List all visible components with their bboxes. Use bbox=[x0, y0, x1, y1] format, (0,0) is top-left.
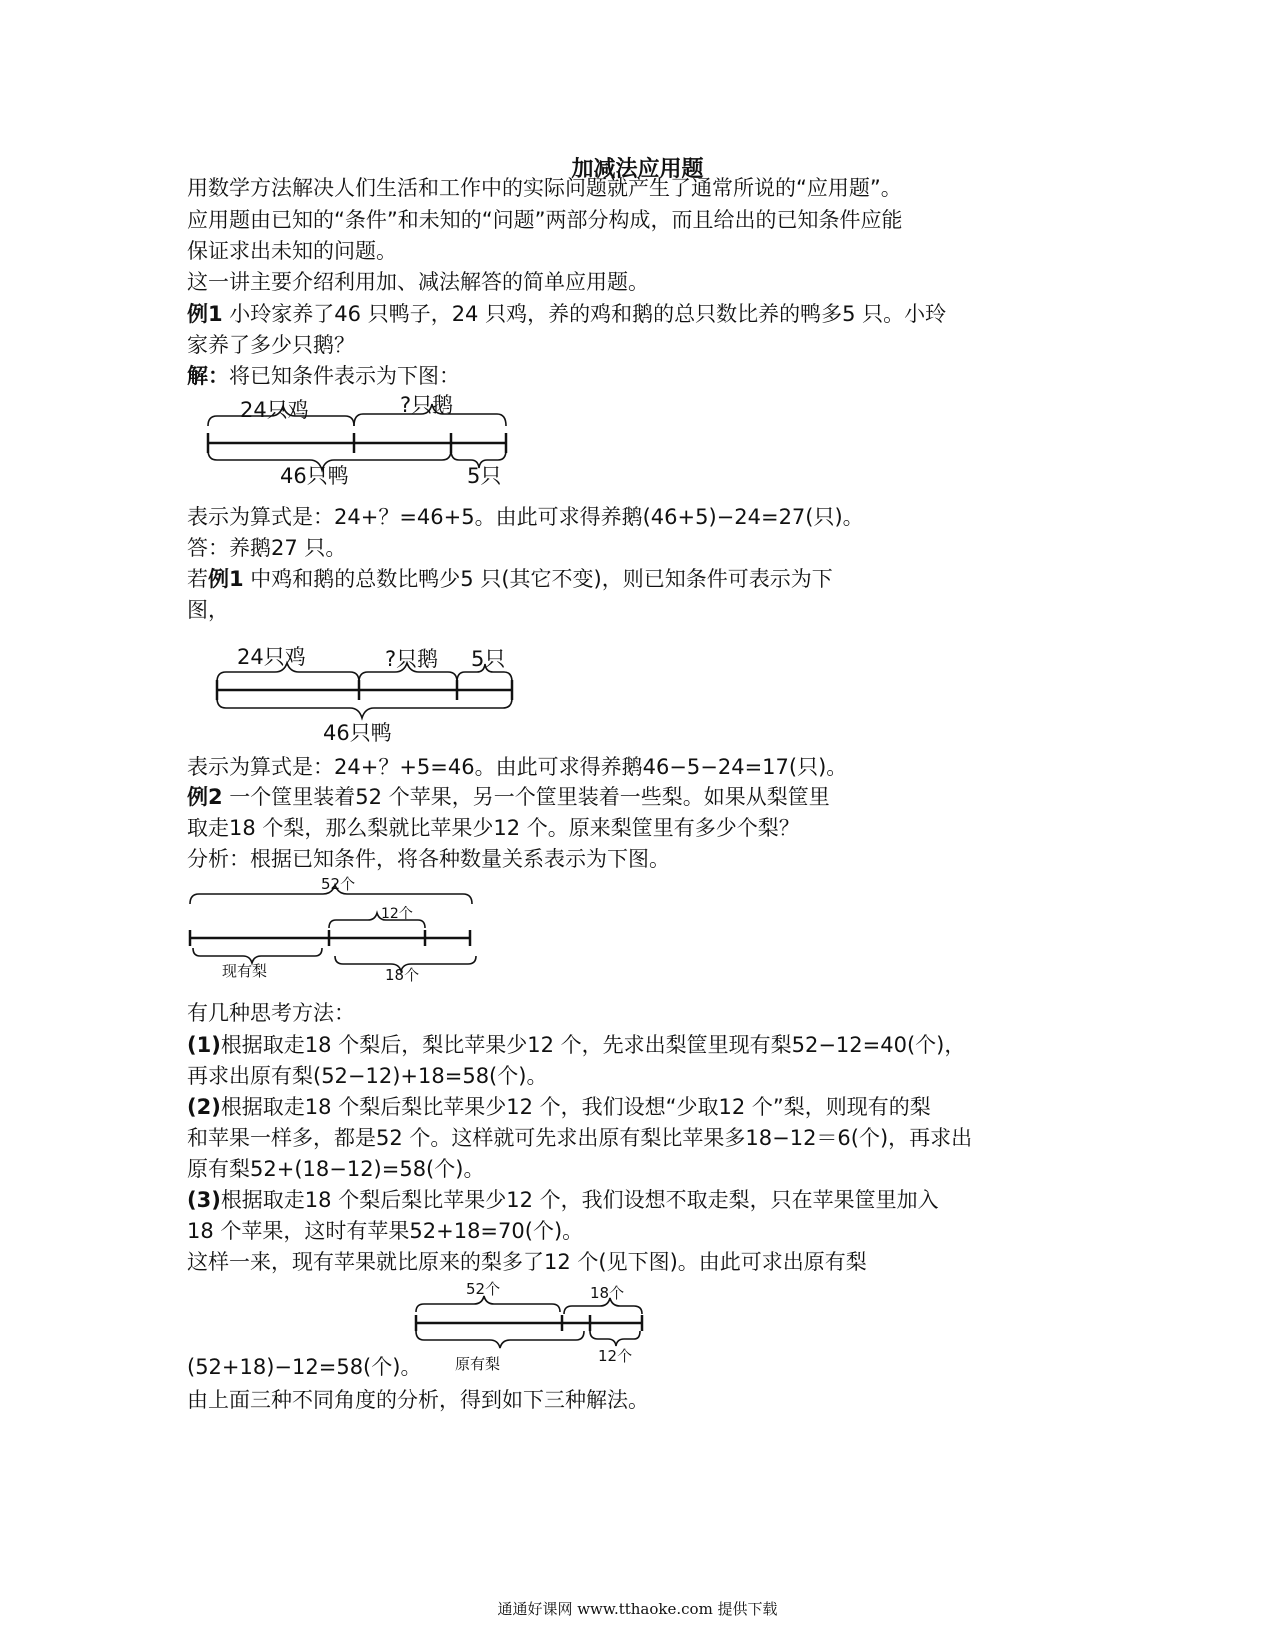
variant-line-2: 图， bbox=[187, 598, 229, 622]
label-added: 18个 bbox=[590, 1284, 625, 1302]
label-current-pears: 现有梨 bbox=[222, 962, 268, 980]
variant-text: 中鸡和鹅的总数比鸭少5 只(其它不变)，则已知条件可表示为下 bbox=[243, 567, 833, 591]
label-geese: ?只鹅 bbox=[385, 647, 439, 671]
label-apples: 52个 bbox=[466, 1280, 501, 1298]
label-extra: 5只 bbox=[471, 647, 506, 671]
method2-line-2: 和苹果一样多，都是52 个。这样就可先求出原有梨比苹果多18−12＝6(个)，再求出 bbox=[187, 1126, 973, 1150]
method1-line-1 bbox=[187, 1030, 965, 1060]
label-chickens: 24只鸡 bbox=[237, 645, 306, 669]
example1-label: 例1 bbox=[187, 302, 223, 326]
formula-2: 表示为算式是：24+？+5=46。由此可求得养鹅46−5−24=17(只)。 bbox=[187, 755, 848, 779]
solution-line bbox=[187, 361, 460, 391]
example1-line-1 bbox=[187, 299, 946, 329]
variant-line-1 bbox=[187, 564, 833, 594]
method2-line-1 bbox=[187, 1092, 931, 1122]
label-geese: ?只鹅 bbox=[400, 393, 454, 417]
label-ducks: 46只鸭 bbox=[323, 721, 392, 745]
label-ducks: 46只鸭 bbox=[280, 464, 349, 488]
method3-line-4: (52+18)−12=58(个)。 bbox=[187, 1355, 422, 1379]
label-taken: 18个 bbox=[385, 966, 420, 984]
method1-label: (1) bbox=[187, 1033, 221, 1057]
line-diagram-1 bbox=[195, 388, 535, 493]
intro-line-2: 应用题由已知的“条件”和未知的“问题”两部分构成，而且给出的已知条件应能 bbox=[187, 208, 903, 232]
variant-example-label: 例1 bbox=[208, 567, 244, 591]
solution-text: 将已知条件表示为下图： bbox=[229, 364, 460, 388]
method1-line-2: 再求出原有梨(52−12)+18=58(个)。 bbox=[187, 1064, 548, 1088]
conclusion-line: 由上面三种不同角度的分析，得到如下三种解法。 bbox=[187, 1388, 649, 1412]
method1-text: 根据取走18 个梨后，梨比苹果少12 个，先求出梨筐里现有梨52−12=40(个)， bbox=[220, 1033, 966, 1057]
method3-line-3: 这样一来，现有苹果就比原来的梨多了12 个(见下图)。由此可求出原有梨 bbox=[187, 1250, 867, 1274]
method2-text: 根据取走18 个梨后梨比苹果少12 个，我们设想“少取12 个”梨，则现有的梨 bbox=[220, 1095, 931, 1119]
solution-label: 解： bbox=[187, 364, 229, 388]
example2-text: 一个筐里装着52 个苹果，另一个筐里装着一些梨。如果从梨筐里 bbox=[222, 785, 830, 809]
analysis-line: 分析：根据已知条件，将各种数量关系表示为下图。 bbox=[187, 847, 670, 871]
intro-line-1: 用数学方法解决人们生活和工作中的实际问题就产生了通常所说的“应用题”。 bbox=[187, 176, 902, 200]
method3-line-1 bbox=[187, 1185, 939, 1215]
line-diagram-3 bbox=[185, 872, 495, 990]
example2-line-1 bbox=[187, 782, 830, 812]
method3-text: 根据取走18 个梨后梨比苹果少12 个，我们设想不取走梨，只在苹果筐里加入 bbox=[220, 1188, 939, 1212]
formula-1: 表示为算式是：24+？=46+5。由此可求得养鹅(46+5)−24=27(只)。 bbox=[187, 505, 864, 529]
label-extra: 5只 bbox=[467, 464, 502, 488]
variant-prefix: 若 bbox=[187, 567, 208, 591]
method2-label: (2) bbox=[187, 1095, 221, 1119]
label-chickens: 24只鸡 bbox=[240, 398, 309, 422]
label-difference: 12个 bbox=[598, 1347, 633, 1365]
method3-line-2: 18 个苹果，这时有苹果52+18=70(个)。 bbox=[187, 1219, 584, 1243]
intro-line-3: 保证求出未知的问题。 bbox=[187, 239, 397, 263]
label-difference: 12个 bbox=[381, 906, 413, 922]
label-apples: 52个 bbox=[321, 875, 356, 893]
example2-line-2: 取走18 个梨，那么梨就比苹果少12 个。原来梨筐里有多少个梨？ bbox=[187, 816, 800, 840]
footer-credit: 通通好课网 www.tthaoke.com 提供下载 bbox=[497, 1600, 778, 1618]
label-original-pears: 原有梨 bbox=[455, 1355, 501, 1373]
method3-label: (3) bbox=[187, 1188, 221, 1212]
example1-text: 小玲家养了46 只鸭子，24 只鸡，养的鸡和鹅的总只数比养的鸭多5 只。小玲 bbox=[222, 302, 947, 326]
intro-line-4: 这一讲主要介绍利用加、减法解答的简单应用题。 bbox=[187, 270, 649, 294]
line-diagram-2 bbox=[205, 640, 535, 750]
methods-heading: 有几种思考方法： bbox=[187, 1001, 355, 1025]
answer-1: 答：养鹅27 只。 bbox=[187, 536, 347, 560]
line-diagram-4 bbox=[410, 1280, 660, 1380]
example2-label: 例2 bbox=[187, 785, 223, 809]
page-title: 加减法应用题 bbox=[571, 157, 704, 182]
method2-line-3: 原有梨52+(18−12)=58(个)。 bbox=[187, 1157, 485, 1181]
example1-line-2: 家养了多少只鹅？ bbox=[187, 333, 355, 357]
